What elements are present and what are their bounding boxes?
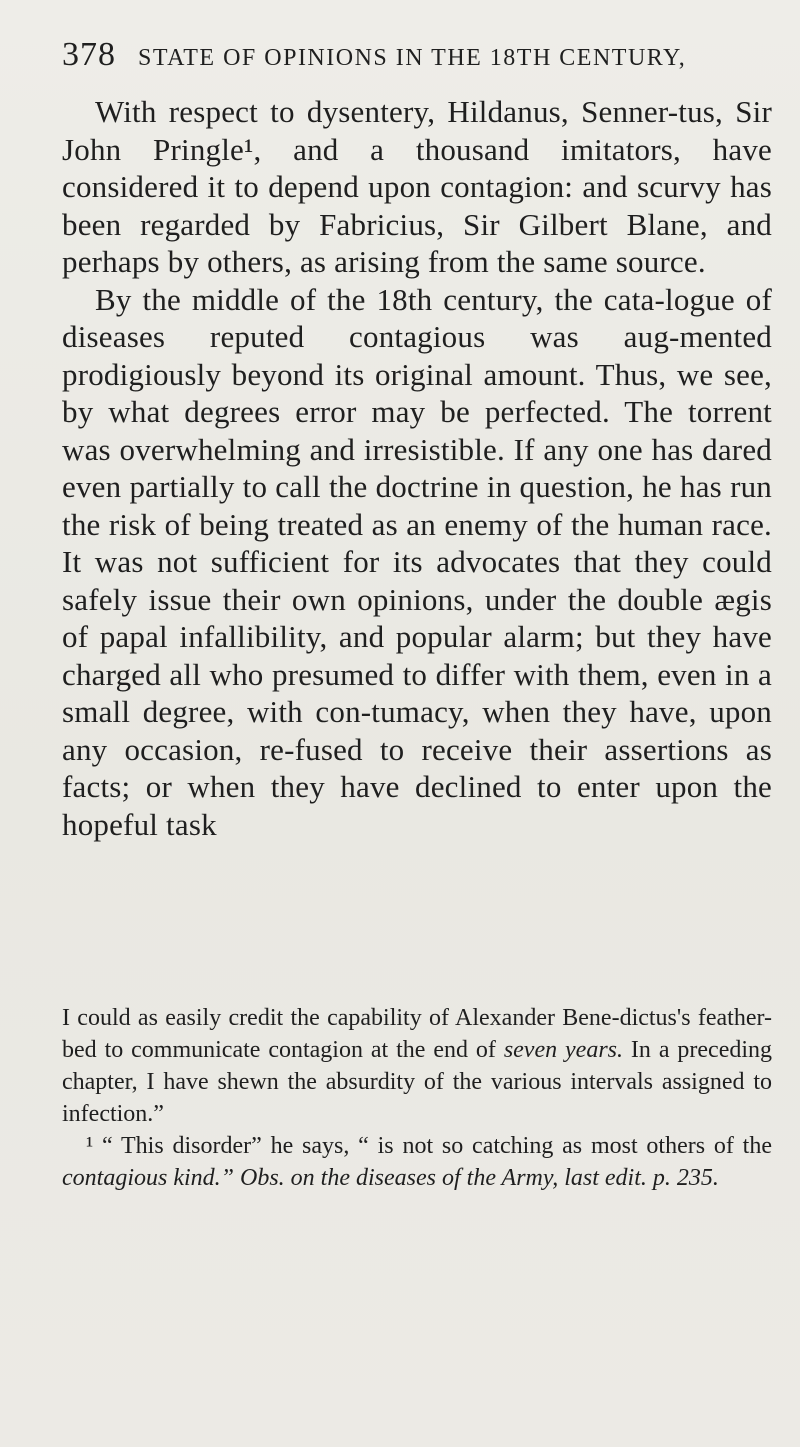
footnote-marker: ¹ [86,1133,94,1159]
footnote-continuation-text-1: I could as easily credit the capability of Alexander Bene-dictus's feather-bed to communicate contagion at the end of [62,1005,772,1063]
footnote-continuation [62,1002,772,1130]
running-head: STATE OF OPINIONS IN THE 18TH CENTURY, [138,45,687,71]
paragraph-dysentery: With respect to dysentery, Hildanus, Senner-tus, Sir John Pringle¹, and a thousand imitators, have considered it to depend upon contagion: and scurvy has been regarded by Fabricius, Sir Gilbert Blane, and perhaps by others, as arising from the same source. [62,94,772,279]
footnotes [62,1002,772,1194]
footnote-1-text: “ This disorder” he says, “ is not so catching as most others of the [93,1133,772,1159]
main-text [62,93,772,843]
paragraph-catalogue: By the middle of the 18th century, the cata-logue of diseases reputed contagious was aug-mented prodigiously beyond its original amount. Thus, we see, by what degrees error may be perfected. The torrent was overwhelming and irresistible. If any one has dared even partially to call the doctrine in question, he has run the risk of being treated as an enemy of the human race. It was not sufficient for its advocates that they could safely issue their own opinions, under the double ægis of papal infallibility, and popular alarm; but they have charged all who presumed to differ with them, even in a small degree, with con-tumacy, when they have, upon any occasion, re-fused to receive their assertions as facts; or when they have declined to enter upon the hopeful task [62,281,772,842]
footnote-1-italic: contagious kind.” [62,1165,234,1191]
page-number: 378 [62,36,116,73]
footnote-1 [62,1130,772,1194]
page-header [62,36,762,74]
footnote-continuation-italic: seven years. [503,1037,624,1063]
footnote-continuation-text-2: In a preceding chapter, I have shewn the absurdity of the various intervals assigned to infection.” [62,1037,773,1127]
footnote-1-citation: Obs. on the diseases of the Army, last edit. p. 235. [240,1165,719,1191]
